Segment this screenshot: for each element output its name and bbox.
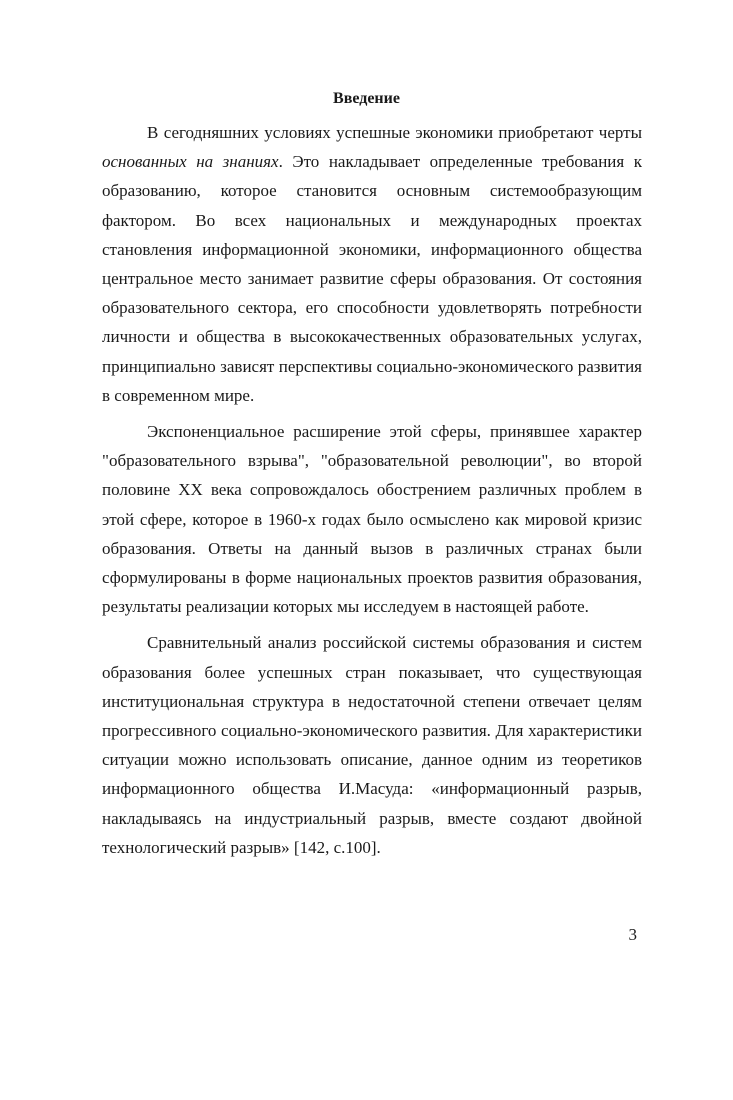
page-title: Введение bbox=[333, 90, 400, 107]
document-body bbox=[102, 118, 642, 862]
page-number: 3 bbox=[628, 925, 637, 944]
paragraph-1-text-end: . Это накладывает определенные требования к образованию, которое становится основным системообразующим фактором. Во всех национальных и международных проектах становления информационной экономики, информационного общества центральное место занимает развитие сферы образования. От состояния образовательного сектора, его способности удовлетворять потребности личности и общества в высококачественных образовательных услугах, принципиально зависят перспективы социально-экономического развития в современном мире. bbox=[102, 152, 642, 405]
paragraph-1-italic-phrase: основанных на знаниях bbox=[102, 152, 279, 172]
paragraph-1 bbox=[102, 118, 642, 410]
paragraph-1-text-start: В сегодняшних условиях успешные экономики приобретают черты bbox=[147, 123, 642, 142]
paragraph-2: Экспоненциальное расширение этой сферы, принявшее характер "образовательного взрыва", "образовательной революции", во второй половине XX века сопровождалось обострением различных проблем в этой сфере, которое в 1960-х годах было осмыслено как мировой кризис образования. Ответы на данный вызов в различных странах были сформулированы в форме национальных проектов развития образования, результаты реализации которых мы исследуем в настоящей работе. bbox=[102, 422, 642, 617]
paragraph-3: Сравнительный анализ российской системы образования и систем образования более успешных стран показывает, что существующая институциональная структура в недостаточной степени отвечает целям прогрессивного социально-экономического развития. Для характеристики ситуации можно использовать описание, данное одним из теоретиков информационного общества И.Масуда: «информационный разрыв, накладываясь на индустриальный разрыв, вместе создают двойной технологический разрыв» [142, с.100]. bbox=[102, 633, 642, 857]
